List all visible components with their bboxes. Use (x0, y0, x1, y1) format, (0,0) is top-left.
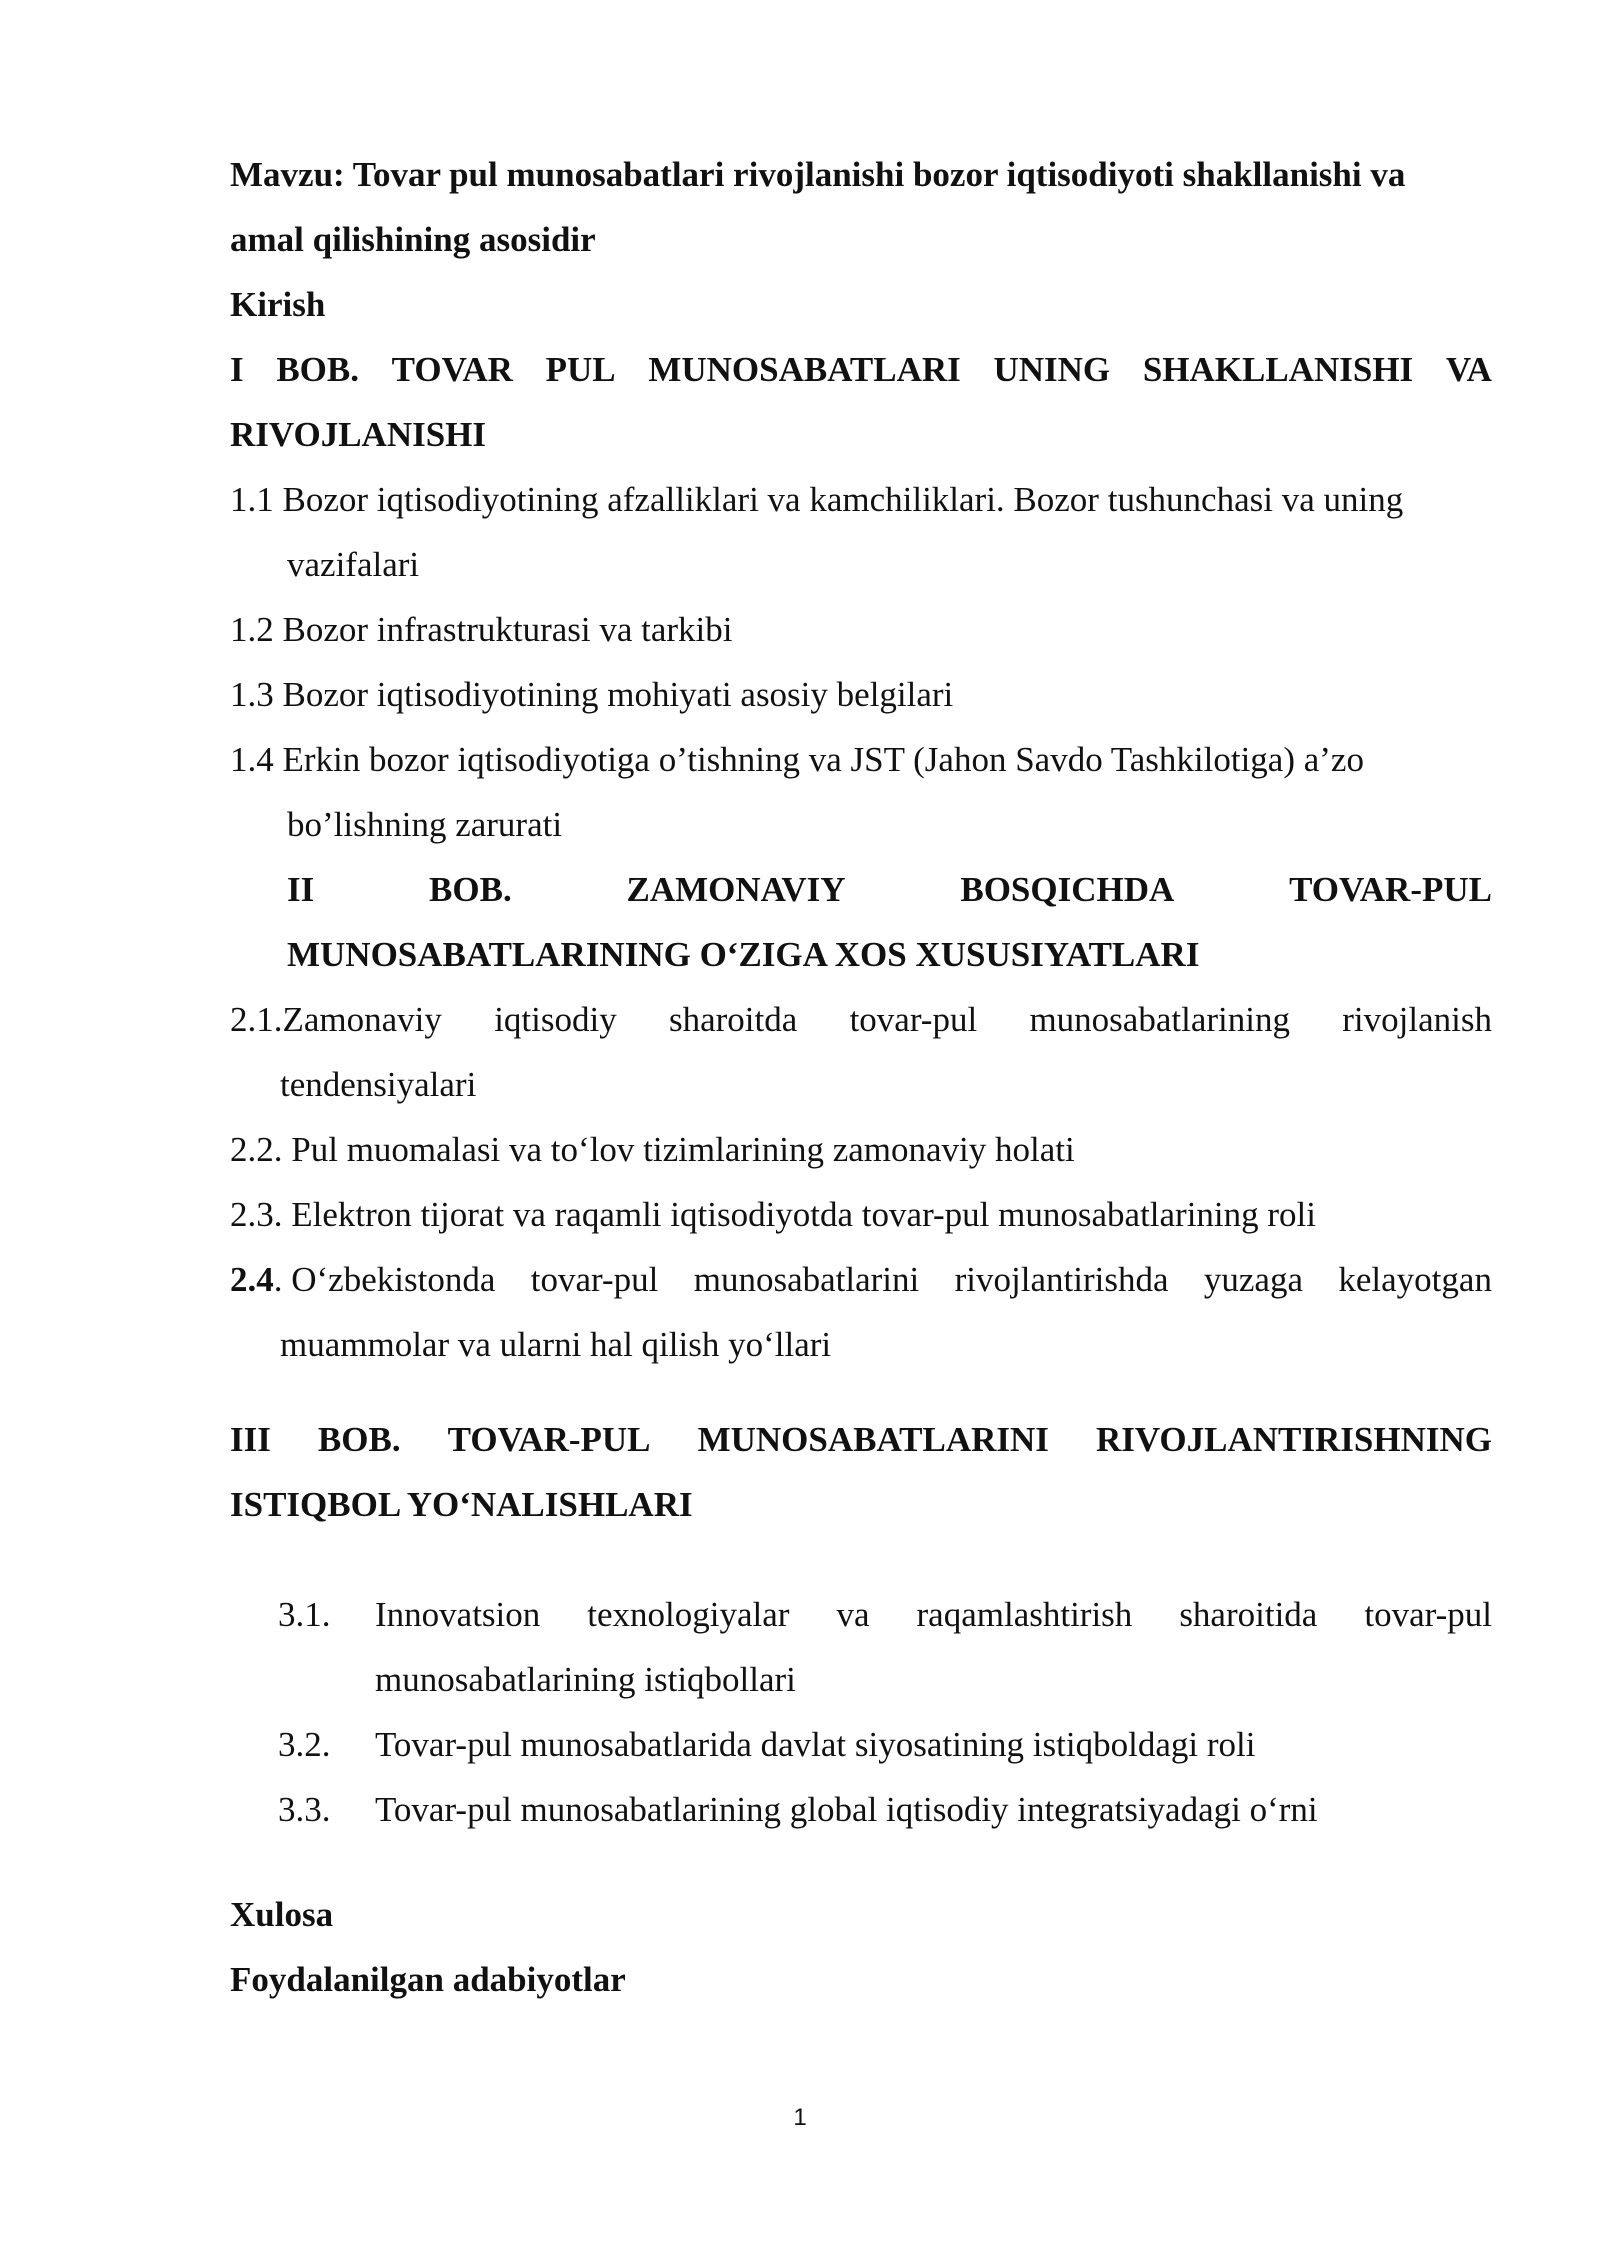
item-word: raqamlashtirish (916, 1595, 1133, 1634)
item-word: texnologiyalar (587, 1595, 790, 1634)
heading-word: TOVAR-PUL (1289, 870, 1492, 909)
item-word: tovar-pul (849, 1000, 978, 1039)
chapter-2-heading (287, 870, 1492, 910)
item-word: rivojlantirishda (954, 1260, 1169, 1299)
heading-word: ZAMONAVIY (626, 870, 846, 909)
toc-item-2-4-continued: muammolar va ularni hal qilish yo‘llari (280, 1325, 832, 1364)
heading-word: MUNOSABATLARINI (697, 1420, 1049, 1459)
toc-intro: Kirish (230, 285, 326, 324)
toc-item-3-3-number: 3.3. (278, 1790, 331, 1829)
heading-word: UNING (993, 350, 1111, 389)
heading-word: MUNOSABATLARI (648, 350, 961, 389)
item-word: kelayotgan (1338, 1260, 1492, 1299)
page-number: 1 (793, 2104, 807, 2131)
heading-word: III (230, 1420, 271, 1459)
item-word: . O‘zbekistonda (273, 1260, 496, 1299)
toc-item-2-4 (230, 1260, 1492, 1300)
item-word: iqtisodiy (494, 1000, 617, 1039)
toc-item-1-1-continued: vazifalari (287, 545, 420, 584)
toc-item-3-3: Tovar-pul munosabatlarining global iqtisodiy integratsiyadagi o‘rni (375, 1790, 1318, 1829)
chapter-1-heading (230, 350, 1492, 390)
heading-word: I (230, 350, 244, 389)
heading-word: BOB. (429, 870, 512, 909)
toc-item-3-1-continued: munosabatlarining istiqbollari (375, 1660, 796, 1699)
item-word: tovar-pul (530, 1260, 659, 1299)
toc-item-2-1-continued: tendensiyalari (280, 1065, 477, 1104)
item-word: munosabatlarining (1029, 1000, 1290, 1039)
toc-item-2-3: 2.3. Elektron tijorat va raqamli iqtisodiyotda tovar-pul munosabatlarining roli (230, 1195, 1317, 1234)
toc-item-1-2: 1.2 Bozor infrastrukturasi va tarkibi (230, 610, 733, 649)
toc-item-2-2: 2.2. Pul muomalasi va to‘lov tizimlarining zamonaviy holati (230, 1130, 1075, 1169)
item-word: va (836, 1595, 870, 1634)
toc-item-1-3: 1.3 Bozor iqtisodiyotining mohiyati asosiy belgilari (230, 675, 954, 714)
toc-references: Foydalanilgan adabiyotlar (230, 1960, 626, 1999)
document-title-line-2: amal qilishining asosidir (230, 220, 596, 259)
item-word: tovar-pul (1364, 1595, 1492, 1634)
heading-word: BOSQICHDA (960, 870, 1175, 909)
item-word: Innovatsion (375, 1595, 541, 1634)
heading-word: II (287, 870, 315, 909)
item-word: sharoitida (1179, 1595, 1318, 1634)
toc-item-3-1-number: 3.1. (278, 1595, 331, 1634)
heading-word: RIVOJLANTIRISHNING (1095, 1420, 1492, 1459)
heading-word: BOB. (317, 1420, 401, 1459)
heading-word: VA (1445, 350, 1492, 389)
toc-item-2-1 (230, 1000, 1492, 1040)
toc-item-2-4-first-word (230, 1260, 495, 1300)
chapter-3-heading-line-2: ISTIQBOL YO‘NALISHLARI (230, 1485, 693, 1524)
toc-item-1-4-continued: bo’lishning zarurati (287, 805, 563, 844)
item-word: 2.1.Zamonaviy (230, 1000, 442, 1039)
item-word: yuzaga (1203, 1260, 1303, 1299)
heading-word: TOVAR (391, 350, 513, 389)
heading-word: TOVAR-PUL (447, 1420, 651, 1459)
heading-word: BOB. (276, 350, 359, 389)
chapter-3-heading (230, 1420, 1492, 1460)
item-number: 2.4 (230, 1260, 274, 1299)
toc-item-3-2: Tovar-pul munosabatlarida davlat siyosatining istiqboldagi roli (375, 1725, 1256, 1764)
heading-word: SHAKLLANISHI (1142, 350, 1414, 389)
item-word: munosabatlarini (693, 1260, 920, 1299)
toc-item-3-2-number: 3.2. (278, 1725, 331, 1764)
item-word: rivojlanish (1342, 1000, 1492, 1039)
toc-conclusion: Xulosa (230, 1895, 334, 1934)
item-word: sharoitda (669, 1000, 798, 1039)
heading-word: PUL (545, 350, 616, 389)
toc-item-3-1 (375, 1595, 1492, 1635)
chapter-1-heading-line-2: RIVOJLANISHI (230, 415, 487, 454)
document-title-line-1: Mavzu: Tovar pul munosabatlari rivojlanishi bozor iqtisodiyoti shakllanishi va (230, 155, 1406, 194)
chapter-2-heading-line-2: MUNOSABATLARINING O‘ZIGA XOS XUSUSIYATLARI (287, 935, 1200, 974)
toc-item-1-1: 1.1 Bozor iqtisodiyotining afzalliklari va kamchiliklari. Bozor tushunchasi va uning (230, 480, 1404, 519)
toc-item-1-4: 1.4 Erkin bozor iqtisodiyotiga o’tishning va JST (Jahon Savdo Tashkilotiga) a’zo (230, 740, 1364, 779)
